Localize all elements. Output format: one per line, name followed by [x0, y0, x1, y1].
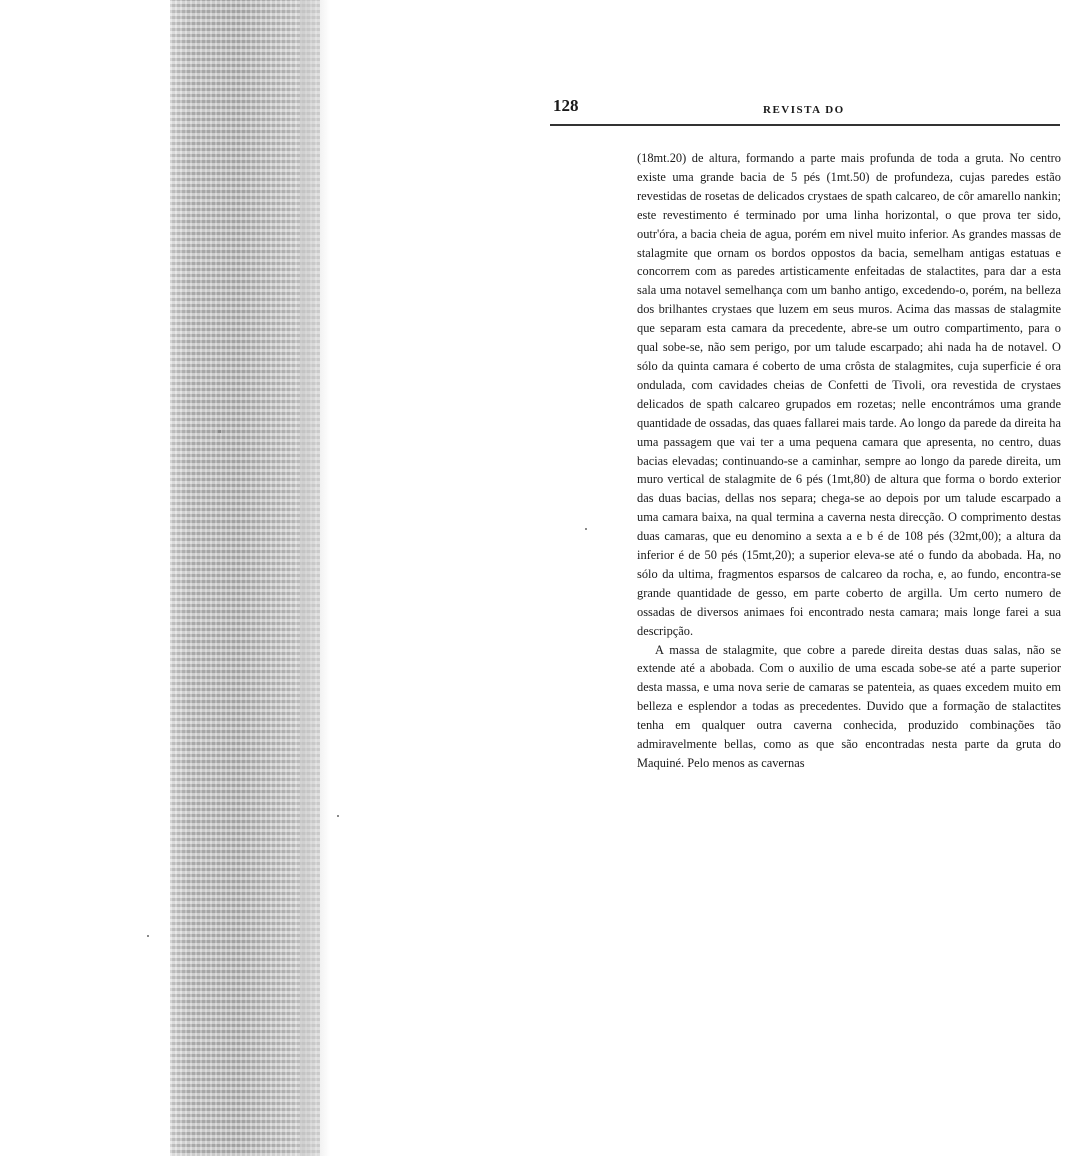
- running-head: [553, 96, 1061, 122]
- page-number: 128: [553, 96, 579, 115]
- binding-edge-shadow: [300, 0, 330, 1156]
- journal-title: REVISTA DO: [763, 104, 845, 116]
- article-body: [637, 149, 1061, 773]
- scan-speck: [147, 935, 149, 937]
- scan-speck: [585, 528, 587, 530]
- header-rule: [550, 124, 1060, 126]
- book-binding-shadow: [170, 0, 320, 1156]
- paragraph: A massa de stalagmite, que cobre a parede direita destas duas salas, não se extende até a abobada. Com o auxilio de uma escada sobe-se até a parte superior desta massa, e uma nova serie de camaras se patenteia, as quaes excedem muito em belleza e esplendor a todas as precedentes. Duvido que a formação de stalactites tenha em qualquer outra caverna conhecida, produzido combinações tão admiravelmente bellas, como as que são encontradas nesta parte da gruta do Maquiné. Pelo menos as cavernas: [637, 642, 1061, 770]
- scan-speck: [337, 815, 339, 817]
- scan-speck: [218, 430, 221, 433]
- paragraph: (18mt.20) de altura, formando a parte mais profunda de toda a gruta. No centro existe uma grande bacia de 5 pés (1mt.50) de profundeza, cujas paredes estão revestidas de rosetas de delicados crystaes de spath calcareo, de côr amarello nankin; este revestimento é terminado por uma linha horizontal, o que prova ter sido, outr'óra, a bacia cheia de agua, porém em nivel muito inferior. As grandes massas de stalagmite que ornam os bordos oppostos da bacia, semelham antigas estatuas e concorrem com as paredes artisticamente enfeitadas de stalactites, para dar a esta sala uma notavel semelhança com um banho antigo, excedendo-o, porém, na belleza dos brilhantes crystaes que luzem em seus muros. Acima das massas de stalagmite que separam esta camara da precedente, abre-se um outro compartimento, para o qual sobe-se, não sem perigo, por um talude escarpado; ahi nada ha de notavel. O sólo da quinta camara é coberto de uma crôsta de stalagmites, cuja superficie é ora ondulada, com cavidades cheias de Confetti de Tivoli, ora revestida de crystaes delicados de spath calcareo grupados em rozetas; nelle encontrámos uma grande quantidade de ossadas, das quaes fallarei mais tarde. Ao longo da parede da direita ha uma passagem que vai ter a uma pequena camara que apresenta, no centro, duas bacias elevadas; continuando-se a caminhar, sempre ao longo da parede direita, um muro vertical de stalagmite de 6 pés (1mt,80) de altura que forma o bordo exterior das duas bacias, dellas nos separa; chega-se ao depois por um talude escarpado a uma camara baixa, na qual termina a caverna nesta direcção. O comprimento destas duas camaras, que eu denomino a sexta a e b é de 108 pés (32mt,00); a altura da inferior é de 50 pés (15mt,20); a superior eleva-se até o fundo da abobada. Ha, no sólo da ultima, fragmentos esparsos de calcareo da rocha, e, ao fundo, encontra-se grande quantidade de gesso, em parte coberto de argilla. Um certo numero de ossadas de diversos animaes foi encontrado nesta camara; mais longe farei a sua descripção.: [637, 151, 1061, 638]
